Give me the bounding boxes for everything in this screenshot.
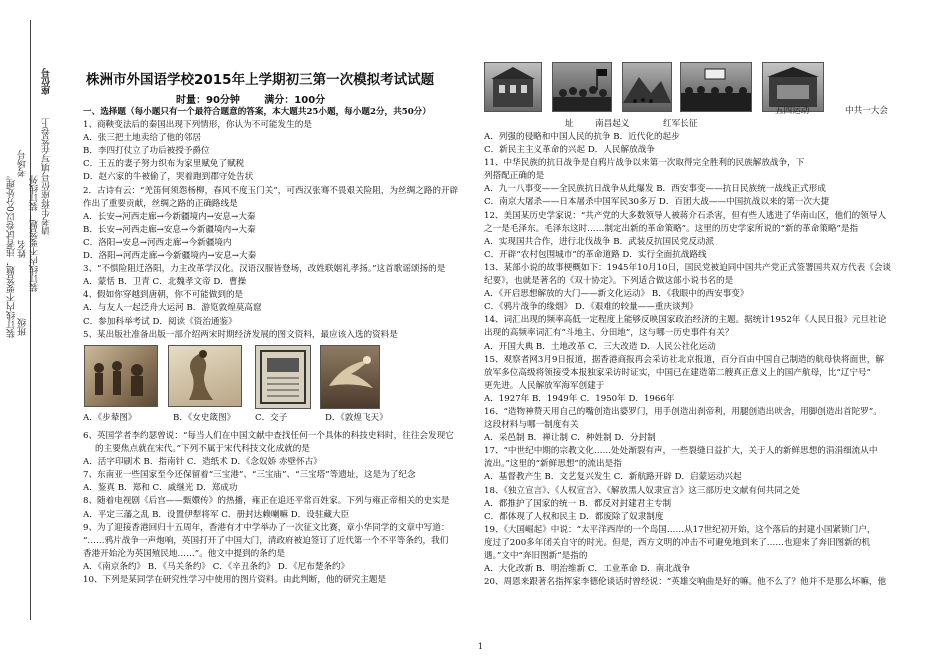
question-line: C．开辟“农村包围城市”的革命道路 D．实行全面抗战路线 <box>484 249 707 260</box>
question-line: A．张三把土地卖给了他的邻居 <box>83 133 201 144</box>
time-label: 时量：90分钟 <box>176 95 240 106</box>
question-line: A．大化改新 B．明治维新 C．工业革命 D．南北战争 <box>484 564 691 575</box>
protest-crowd-icon <box>681 63 751 111</box>
question-line: B．长安→河西走廊→安息→今新疆境内→大秦 <box>83 224 256 235</box>
question-line: D．赵六家的牛被偷了，哭着跑到郡守处告状 <box>83 172 254 183</box>
question-line: 纪要》，也就是著名的《双十协定》。下列适合做这部小说书名的是 <box>484 276 734 287</box>
figure-caption: D．《敦煌飞天》 <box>325 413 388 423</box>
question-line: A．平定三藩之乱 B．设置伊犁将军 C．册封达赖喇嘛 D．设驻藏大臣 <box>83 509 350 520</box>
question-line: C．参加科举考试 D．阅读《资治通鉴》 <box>83 316 237 327</box>
figure-captions <box>83 412 473 425</box>
figure-bunian-painting <box>84 345 158 407</box>
photo-caption: 南昌起义 <box>595 119 630 130</box>
page-number: 1 <box>478 642 484 651</box>
question-line: A．九一八事变——全民族抗日战争从此爆发 B．西安事变——抗日民族统一战线正式形成 <box>484 184 826 195</box>
meeting-hall-icon <box>763 63 823 111</box>
binding-notice-right: 请考生将座位号填写在答卷上 <box>42 118 52 235</box>
photo-caption: 中共一大会 <box>845 106 888 116</box>
question-line: A．与友人一起泛舟大运河 B．游览敦煌莫高窟 <box>83 303 262 314</box>
flying-apsara-icon <box>321 346 379 408</box>
question-line: 10、下列是某同学在研究性学习中使用的图片资料。由此判断，他的研究主题是 <box>83 575 387 586</box>
question-line: 17、“中世纪中期的宗教文化……处处渐裂有声，一些裂缝日益扩大，关于人的新鲜思想的涓涓细流从中 <box>484 446 878 457</box>
question-line: 作出了重要贡献，丝绸之路的正确路线是 <box>83 198 238 209</box>
building-icon <box>485 63 541 111</box>
question-line: A．列强的侵略和中国人民的抗争 B．近代化的起步 <box>484 132 680 142</box>
question-line: 14、词汇出现的频率高低一定程度上能够反映国家政治经济的主题。据统计1952年《人民日报》元旦社论 <box>484 315 887 326</box>
class-grade-label: 班级 <box>18 318 28 336</box>
exam-title: 株洲市外国语学校2015年上学期初三第一次模拟考试试题 <box>86 72 435 88</box>
question-line: 香港开始沦为英国殖民地……”。他文中提到的条约是 <box>83 548 286 559</box>
question-line: 更先进。人民解放军海军创建于 <box>484 380 605 391</box>
figure-caption-row <box>83 412 473 425</box>
figure-caption: B．《女史箴图》 <box>173 413 236 423</box>
painting-figures-icon <box>85 346 157 406</box>
question-line: D．洛阳→河西走廊→今新疆境内→安息→大秦 <box>83 251 257 262</box>
binding-notice-left: 装订线内不要答题，违者试卷以0分处理。 <box>7 170 17 338</box>
figure-jiaozi-note <box>255 345 311 409</box>
question-line: A．活字印刷术 B．指南针 C．造纸术 D．《念奴娇 赤壁怀古》 <box>83 457 322 468</box>
question-line: A．开国大典 B．土地改革 C．三大改造 D．人民公社化运动 <box>484 341 716 352</box>
question-line: C．洛阳→安息→河西走廊→今新疆境内 <box>83 237 232 248</box>
question-line: 出现的高频率词汇有“斗地主、分田地”，这与哪一历史事件有关？ <box>484 328 734 339</box>
binding-notice-mid: 装订线内不要答题，装订线外 <box>30 175 40 292</box>
question-line: 2．古诗有云：“羌笛何须怨杨柳，春风不度玉门关”，可西汉张骞不畏艰关险阻，为丝绸之路的开辟 <box>83 185 459 196</box>
right-column <box>484 131 944 589</box>
question-line: 3、“不惧险阻迁洛阳，力主改革学汉化。汉语汉服皆登场，改姓联姻礼孝扬。”这首歌谣颂扬的是 <box>83 264 446 275</box>
question-line: A．鉴真 B．郑和 C．戚继光 D．郑成功 <box>83 483 238 494</box>
section-heading: 一、选择题（每小题只有一个最符合题意的答案，本大题共25小题，每小题2分，共50分） <box>83 107 431 117</box>
banknote-icon <box>256 346 310 408</box>
figure-caption: C．交子 <box>255 413 288 423</box>
left-column <box>83 106 473 342</box>
photo-caption-row <box>565 105 945 118</box>
question-line: A．基督教产生 B．文艺复兴发生 C．新航路开辟 D．启蒙运动兴起 <box>484 472 742 483</box>
question-line: 9、为了迎接香港回归十五周年，香港有才中学举办了一次征文比赛，章小华同学的文章中写道： <box>83 522 450 533</box>
mountain-march-icon <box>623 63 671 111</box>
question-line: 这段材料与哪一制度有关 <box>484 420 579 431</box>
question-line: 11、中华民族的抗日战争是自鸦片战争以来第一次取得完全胜利的民族解放战争，下 <box>484 158 805 169</box>
question-line: 19、《大国崛起》中说：“太平洋西岸的一个岛国……从17世纪初开始，这个落后的封建小国紧锁门户， <box>484 524 876 535</box>
question-line: 度过了200多年闭关自守的时光。但是，西方文明的冲击不可避免地到来了……也迎来了奔旧图新的机 <box>484 537 870 548</box>
photo-captions <box>565 105 945 131</box>
seat-no-label: 座位号 <box>42 68 52 95</box>
figure-nvshizhen-painting <box>168 345 242 407</box>
question-line: 之一是毛泽东。毛泽东这时……制定出新的革命策略”。这里的历史学家所说的“新的革命策略”是指 <box>484 223 859 234</box>
question-line: 18、《独立宣言》、《人权宣言》、《解放黑人奴隶宣言》这三部历史文献有何共同之处 <box>484 485 800 496</box>
question-line: A．实现国共合作，进行北伐战争 B．武装反抗国民党反动派 <box>484 236 715 247</box>
question-line: 8、随着电视剧《后宫——甄嬛传》的热播，雍正在追还平常百姓家。下列与雍正帝相关的史实是 <box>83 496 450 507</box>
question-line: 1、商鞅变法后的秦国出现下列情形，你认为不可能发生的是 <box>83 120 312 131</box>
question-line: C．王五的妻子努力织布为家里赋免了赋税 <box>83 159 245 170</box>
question-line: 13、某部小说的故事梗概如下：1945年10月10日，国民党被迫同中国共产党正式签署国共双方代表《会谈 <box>484 262 892 273</box>
photo-caption: 址 <box>565 119 574 130</box>
question-line: B．李四打仗立了功后被授予爵位 <box>83 146 210 157</box>
question-line: A．都推护了国家的统一 B．都反对封建君主专制 <box>484 498 672 509</box>
question-line: “……鸦片战争一声炮响，英国打开了中国大门，清政府被迫签订了近代第一个不平等条约，我们 <box>83 535 449 546</box>
scroll-figure-icon <box>169 346 241 406</box>
binding-line <box>30 20 31 620</box>
exam-meta <box>176 91 325 106</box>
question-line: 7、东南亚一些国家至今还保留着“三宝港”、“三宝庙”、“三宝塔”等遗址，这是为了纪念 <box>83 470 416 481</box>
question-line: 列搭配正确的是 <box>484 171 545 182</box>
photo-caption: 五四运动 <box>775 106 810 116</box>
binding-margin <box>0 0 62 658</box>
question-line: 12、美国某历史学家说：“共产党的大多数领导人被蒋介石杀害，但有些人逃进了华南山区，他们的领导人 <box>484 210 887 221</box>
figure-caption: A．《步辇图》 <box>83 413 137 423</box>
crowd-icon <box>553 63 611 111</box>
photo-caption: 红军长征 <box>663 119 698 130</box>
question-line: A．《南京条约》 B．《马关条约》 C．《辛丑条约》 D．《尼布楚条约》 <box>83 561 350 572</box>
question-line: A．《开启思想解放的大门——新文化运动》 B．《我眼中的西安事变》 <box>484 289 749 300</box>
question-line: A．长安→河西走廊→今新疆境内→安息→大秦 <box>83 211 256 222</box>
question-line: 4、假如你穿越到唐朝，你不可能做到的是 <box>83 290 244 301</box>
question-line: 流出。”这里的“新鲜思想”的流出是指 <box>484 459 622 470</box>
name-label: 姓名 <box>18 240 28 258</box>
figure-dunhuang-feitian <box>320 345 380 409</box>
question-line: A．1927年 B．1949年 C．1950年 D．1966年 <box>484 393 675 404</box>
question-line: A．蒙恬 B．卫青 C．北魏孝文帝 D．曹操 <box>83 277 247 288</box>
question-line: 15、观察者网3月9日报道，据香港商报再会采访社北京报道，百分百由中国自己制造的航母快将面世，解 <box>484 354 884 365</box>
question-line: A．采邑制 B．禅让制 C．种姓制 D．分封制 <box>484 433 656 444</box>
question-line: 20、周恩来跟著名指挥家李德伦谈话时曾经说：“英雄交响曲是好的嘛。他不么了？他并不是那么坏嘛，他 <box>484 577 887 588</box>
question-line: 放军多位高级将领接受本报独家采访时证实，中国已在建造第二艘真正意义上的国产航母，比“辽宁号” <box>484 367 871 378</box>
exam-no-label: 考场号 <box>18 150 28 177</box>
question-line: C．《鸦片战争的缘烟》 D．《艰难的较量——重庆谈判》 <box>484 302 698 313</box>
photo-caption-row <box>565 118 945 131</box>
question-line: C．新民主主义革命的兴起 D．人民解放战争 <box>484 145 655 156</box>
question-line: 5、某出版社准备出版一部介绍两宋时期经济发展的图文资料，最应该入选的资料是 <box>83 329 398 340</box>
left-column-lower <box>83 430 473 587</box>
score-label: 满分：100分 <box>264 95 326 106</box>
question-line: C．南京大屠杀——日本屠杀中国军民30多万 D．百团大战——中国抗战以来的第一次大捷 <box>484 197 830 208</box>
question-line: C．都体现了人权和民主 D．都废除了奴隶制度 <box>484 511 664 522</box>
question-line: 6、英国学者李约瑟曾说：“每当人们在中国文献中查找任何一个具体的科技史料时，往往会发现它 <box>83 431 454 441</box>
question-line: 的主要焦点就在宋代。”下列不属于宋代科技文化成就的是 <box>95 444 310 455</box>
photo-shanghai-site <box>484 62 542 112</box>
question-line: 遇。”文中“奔旧图新”是指的 <box>484 551 588 561</box>
question-line: 16、“造物神赞天用自己的嘴创造出婆罗门，用手创造出刹帝利，用腿创造出吠舍，用脚创造出首陀罗”。 <box>484 406 882 417</box>
